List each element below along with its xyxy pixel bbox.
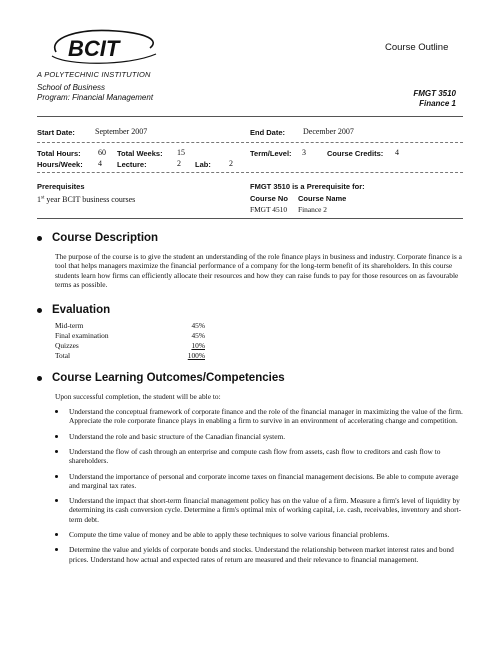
next-course-no: FMGT 4510: [250, 205, 288, 214]
bullet-icon: [55, 435, 58, 438]
course-no-header: Course No: [250, 194, 288, 203]
eval-row-total: [55, 351, 205, 360]
end-date: December 2007: [303, 127, 354, 136]
outcome-text: Understand the role and basic structure of the Canadian financial system.: [69, 431, 286, 441]
info-bottom-rule: [37, 218, 463, 219]
bullet-icon: [55, 450, 58, 453]
bullet-icon: [37, 308, 42, 313]
doc-type: Course Outline: [385, 42, 449, 53]
lecture-hours: 2: [177, 159, 181, 168]
prereq-number: 1: [37, 195, 41, 204]
outcomes-intro: Upon successful completion, the student will be able to:: [55, 392, 221, 401]
next-course-name: Finance 2: [298, 205, 327, 214]
start-date-label: Start Date:: [37, 128, 75, 137]
eval-row: [55, 331, 205, 340]
lab-hours: 2: [229, 159, 233, 168]
prereq-ordinal: st: [41, 195, 45, 201]
bullet-icon: [55, 533, 58, 536]
list-item: [55, 472, 465, 490]
eval-pct: 45%: [191, 321, 205, 330]
lab-label: Lab:: [195, 160, 211, 169]
evaluation-heading: [37, 304, 110, 316]
credits-label: Course Credits:: [327, 149, 384, 158]
total-weeks-label: Total Weeks:: [117, 149, 163, 158]
prereq-value: [37, 195, 135, 204]
eval-item: Mid-term: [55, 321, 84, 330]
outcomes-list: [55, 407, 465, 570]
start-date: September 2007: [95, 127, 148, 136]
list-item: [55, 530, 465, 539]
end-date-label: End Date:: [250, 128, 286, 137]
credits: 4: [395, 148, 399, 157]
bullet-icon: [37, 236, 42, 241]
total-weeks: 15: [177, 148, 185, 157]
description-heading: [37, 232, 158, 244]
eval-item: Final examination: [55, 331, 109, 340]
eval-row: [55, 321, 205, 330]
description-title: Course Description: [52, 232, 159, 244]
tagline: A POLYTECHNIC INSTITUTION: [37, 70, 151, 79]
description-text: The purpose of the course is to give the student an understanding of the role finance plays in business and industry. Corporate finance is a tool that helps managers maximize the financial performance of a company for the long-term benefit of its shareholders. In this course students learn how firms can efficiently allocate their resources and how they can raise funds to pay for those resources on as favourable terms as possible.: [55, 252, 462, 289]
info-divider: [37, 142, 463, 143]
bullet-icon: [55, 475, 58, 478]
course-name-header: Course Name: [298, 194, 347, 203]
header-rule: [37, 116, 463, 117]
total-hours-label: Total Hours:: [37, 149, 81, 158]
hours-week: 4: [98, 159, 102, 168]
school-info: [37, 83, 153, 103]
term: 3: [302, 148, 306, 157]
program-name: Program: Financial Management: [37, 93, 154, 102]
bullet-icon: [37, 376, 42, 381]
term-label: Term/Level:: [250, 149, 292, 158]
list-item: [55, 496, 465, 524]
bullet-icon: [55, 410, 58, 413]
school-name: School of Business: [37, 83, 106, 92]
outcomes-heading: [37, 372, 285, 384]
eval-item: Total: [55, 351, 71, 360]
info-divider-2: [37, 172, 463, 173]
prereq-text: year BCIT business courses: [44, 195, 136, 204]
course-id: [413, 89, 456, 109]
logo-text: BCIT: [68, 36, 120, 61]
hours-week-label: Hours/Week:: [37, 160, 83, 169]
list-item: [55, 407, 465, 425]
total-hours: 60: [98, 148, 106, 157]
eval-pct: 100%: [187, 351, 205, 360]
eval-pct: 45%: [191, 331, 205, 340]
course-title: Finance 1: [419, 99, 456, 108]
outcome-text: Understand the conceptual framework of corporate finance and the role of the financial manager in maximizing the value of the firm. Appreciate the role corporate finance plays in enabling a firm to survive in an environment of accelerating change and competition.: [69, 407, 463, 426]
list-item: [55, 545, 465, 563]
lecture-label: Lecture:: [117, 160, 147, 169]
prereq-for-label: FMGT 3510 is a Prerequisite for:: [250, 182, 365, 191]
eval-item: Quizzes: [55, 341, 79, 350]
evaluation-title: Evaluation: [52, 304, 111, 316]
course-code: FMGT 3510: [413, 89, 456, 98]
bullet-icon: [55, 548, 58, 551]
bcit-logo: [38, 26, 168, 70]
eval-pct: 10%: [191, 341, 205, 350]
eval-row: [55, 341, 205, 350]
bullet-icon: [55, 499, 58, 502]
list-item: [55, 432, 465, 441]
outcome-text: Compute the time value of money and be able to apply these techniques to solve various financial problems.: [69, 529, 390, 539]
outcomes-title: Course Learning Outcomes/Competencies: [52, 372, 285, 384]
outcome-text: Understand the flow of cash through an enterprise and compute cash flow from assets, cash flow to creditors and cash flow to shareholders.: [69, 446, 441, 466]
outcome-text: Understand the importance of personal and corporate income taxes on financial management decisions. Be able to compute average and marginal tax rates.: [69, 471, 459, 490]
prereq-label: Prerequisites: [37, 182, 85, 191]
outcome-text: Determine the value and yields of corporate bonds and stocks. Understand the relationship between market interest rates and bond prices. Understand how actual and expected rates of return are measured and their relevance to financial management.: [69, 545, 454, 564]
list-item: [55, 447, 465, 465]
outcome-text: Understand the impact that short-term financial management policy has on the value of a firm. Measure a firm's level of liquidity by determining its cash conversion cycle. Determine a firm's optimal mix of working capital, i.e. cash, receivables, inventory and short-term debt.: [69, 496, 462, 524]
